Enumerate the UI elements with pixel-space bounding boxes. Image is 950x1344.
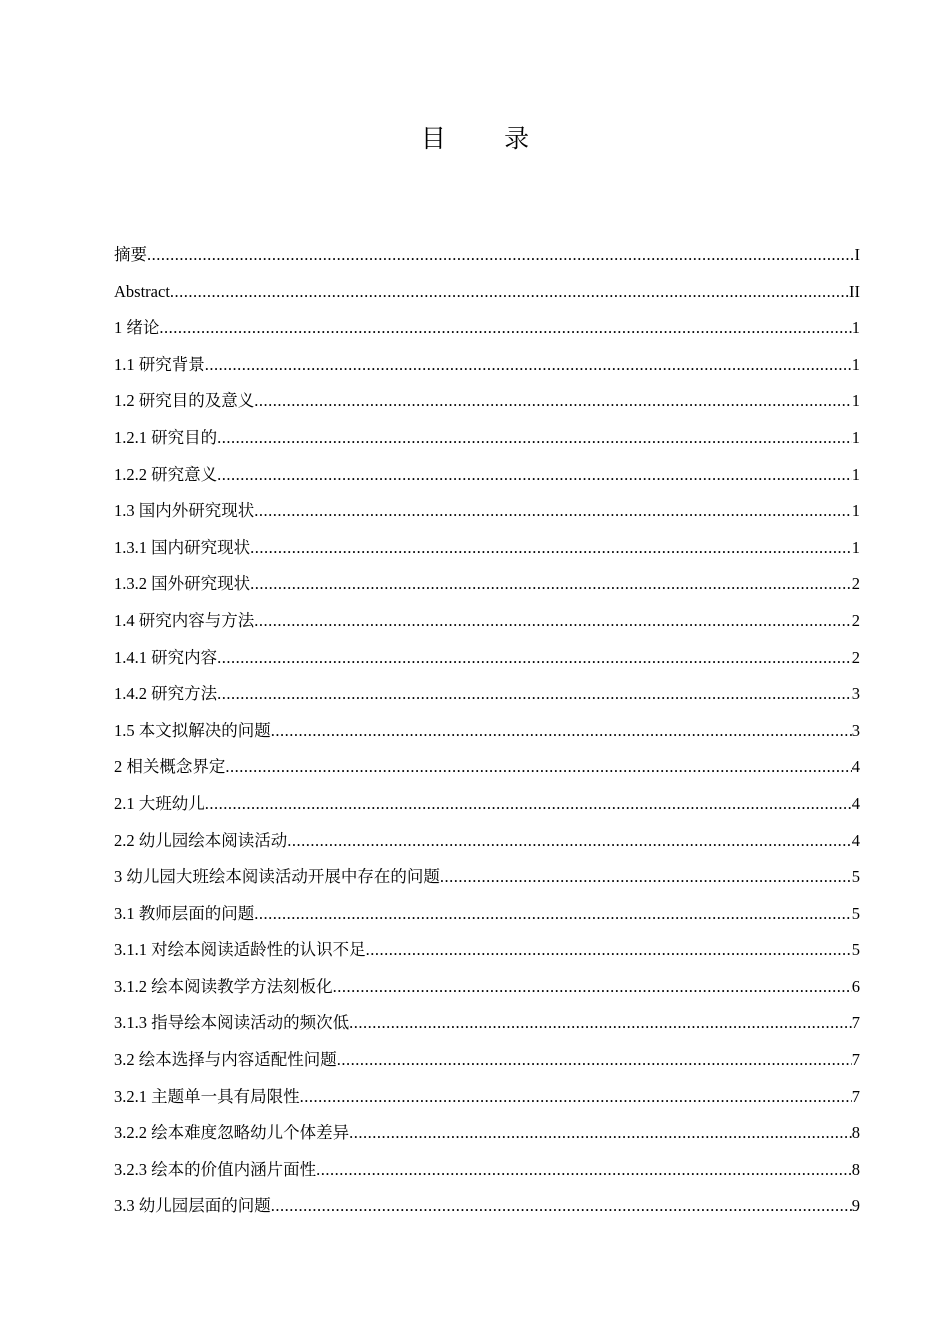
toc-entry-page-number: 4 [851, 757, 860, 777]
toc-entry-label: 3.1.3 指导绘本阅读活动的频次低 [114, 1013, 350, 1033]
toc-entry-page-number: 1 [851, 354, 860, 374]
toc-dot-leader [254, 493, 852, 530]
toc-entry-page-number: 6 [851, 976, 860, 996]
toc-entry-label: 3.2.3 绘本的价值内涵片面性 [114, 1159, 317, 1179]
toc-entry-page-number: 1 [851, 464, 860, 484]
toc-entry-label: 1.2.2 研究意义 [114, 464, 218, 484]
toc-dot-leader [333, 969, 852, 1006]
toc-entry[interactable] [114, 1005, 860, 1042]
toc-entry-page-number: 1 [851, 391, 860, 411]
toc-entry[interactable] [114, 347, 860, 384]
toc-entry-label: 3 幼儿园大班绘本阅读活动开展中存在的问题 [114, 867, 440, 887]
toc-entry[interactable] [114, 932, 860, 969]
toc-entry-label: 1.4.1 研究内容 [114, 647, 218, 667]
toc-entry-page-number: 5 [851, 867, 860, 887]
toc-dot-leader [217, 457, 852, 494]
toc-entry-page-number: 5 [851, 940, 860, 960]
toc-entry[interactable] [114, 237, 860, 274]
toc-dot-leader [300, 1079, 852, 1116]
toc-dot-leader [337, 1042, 852, 1079]
toc-entry-label: 摘要 [114, 245, 147, 264]
toc-entry-page-number: 2 [851, 574, 860, 594]
toc-entry-page-number: 8 [851, 1159, 860, 1179]
toc-entry[interactable] [114, 530, 860, 567]
toc-entry-label: 3.2.1 主题单一具有局限性 [114, 1086, 300, 1106]
toc-entry-page-number: II [849, 281, 860, 301]
toc-entry-page-number: 1 [851, 537, 860, 557]
toc-entry[interactable] [114, 603, 860, 640]
toc-entry[interactable] [114, 566, 860, 603]
toc-entry-label: 1.2.1 研究目的 [114, 427, 218, 447]
toc-entry-label: 1.3.1 国内研究现状 [114, 537, 251, 557]
toc-entry-label: 1.4.2 研究方法 [114, 684, 218, 704]
toc-entry-page-number: 5 [851, 903, 860, 923]
toc-entry-label: Abstract [114, 281, 170, 301]
toc-entry[interactable] [114, 749, 860, 786]
toc-dot-leader [349, 1005, 852, 1042]
toc-entry[interactable] [114, 1188, 860, 1225]
toc-entry[interactable] [114, 969, 860, 1006]
toc-entry[interactable] [114, 310, 860, 347]
toc-entry[interactable] [114, 640, 860, 677]
toc-dot-leader [147, 237, 855, 274]
toc-dot-leader [366, 932, 852, 969]
toc-dot-leader [254, 896, 852, 933]
toc-entry[interactable] [114, 1042, 860, 1079]
toc-entry[interactable] [114, 676, 860, 713]
toc-entry[interactable] [114, 383, 860, 420]
toc-entry[interactable] [114, 1115, 860, 1152]
toc-entry-page-number: 7 [851, 1050, 860, 1070]
toc-entry-label: 1 绪论 [114, 318, 160, 338]
toc-entry-label: 1.2 研究目的及意义 [114, 391, 255, 411]
toc-entry-page-number: 4 [851, 830, 860, 850]
toc-dot-leader [170, 274, 849, 311]
toc-entry-label: 1.3.2 国外研究现状 [114, 574, 251, 594]
page-title: 目 录 [420, 126, 556, 153]
toc-entry-label: 3.1 教师层面的问题 [114, 903, 255, 923]
toc-entry[interactable] [114, 274, 860, 311]
toc-entry-page-number: 4 [851, 793, 860, 813]
toc-entry-page-number: 1 [851, 427, 860, 447]
toc-entry-label: 3.1.2 绘本阅读教学方法刻板化 [114, 976, 333, 996]
toc-dot-leader [316, 1152, 852, 1189]
toc-dot-leader [254, 603, 852, 640]
toc-entry-label: 1.5 本文拟解决的问题 [114, 720, 271, 740]
toc-dot-leader [205, 786, 852, 823]
toc-dot-leader [271, 1188, 852, 1225]
toc-entry-page-number: 7 [851, 1013, 860, 1033]
toc-dot-leader [225, 749, 851, 786]
toc-entry-label: 2.1 大班幼儿 [114, 793, 205, 813]
toc-dot-leader [159, 310, 851, 347]
toc-dot-leader [250, 566, 852, 603]
toc-entry[interactable] [114, 823, 860, 860]
toc-entry-label: 1.4 研究内容与方法 [114, 610, 255, 630]
toc-entry[interactable] [114, 1152, 860, 1189]
toc-entry-label: 3.3 幼儿园层面的问题 [114, 1196, 271, 1216]
toc-dot-leader [205, 347, 852, 384]
toc-dot-leader [349, 1115, 852, 1152]
toc-entry-page-number: I [854, 245, 860, 264]
toc-entry-page-number: 7 [851, 1086, 860, 1106]
toc-entry[interactable] [114, 859, 860, 896]
toc-entry-label: 3.2 绘本选择与内容适配性问题 [114, 1050, 337, 1070]
toc-entry-label: 2.2 幼儿园绘本阅读活动 [114, 830, 288, 850]
toc-entry-page-number: 3 [851, 720, 860, 740]
toc-entry[interactable] [114, 713, 860, 750]
toc-dot-leader [250, 530, 852, 567]
toc-entry[interactable] [114, 493, 860, 530]
toc-entry-label: 3.1.1 对绘本阅读适龄性的认识不足 [114, 940, 366, 960]
toc-dot-leader [217, 640, 852, 677]
toc-entry[interactable] [114, 457, 860, 494]
toc-entry-page-number: 1 [851, 501, 860, 521]
toc-entry-page-number: 1 [851, 318, 860, 338]
toc-entry[interactable] [114, 420, 860, 457]
toc-entry-page-number: 2 [851, 647, 860, 667]
toc-entry-page-number: 9 [851, 1196, 860, 1216]
toc-entry-label: 1.3 国内外研究现状 [114, 501, 255, 521]
toc-dot-leader [217, 676, 852, 713]
toc-entry[interactable] [114, 1079, 860, 1116]
toc-entry[interactable] [114, 896, 860, 933]
toc-entry[interactable] [114, 786, 860, 823]
toc-entry-page-number: 8 [851, 1123, 860, 1143]
toc-list [114, 237, 860, 1225]
toc-dot-leader [271, 713, 852, 750]
toc-dot-leader [217, 420, 852, 457]
toc-entry-page-number: 3 [851, 684, 860, 704]
toc-entry-label: 3.2.2 绘本难度忽略幼儿个体差异 [114, 1123, 350, 1143]
toc-dot-leader [440, 859, 852, 896]
toc-entry-label: 2 相关概念界定 [114, 757, 226, 777]
toc-dot-leader [287, 823, 852, 860]
toc-entry-page-number: 2 [851, 610, 860, 630]
toc-entry-label: 1.1 研究背景 [114, 354, 205, 374]
toc-dot-leader [254, 383, 852, 420]
